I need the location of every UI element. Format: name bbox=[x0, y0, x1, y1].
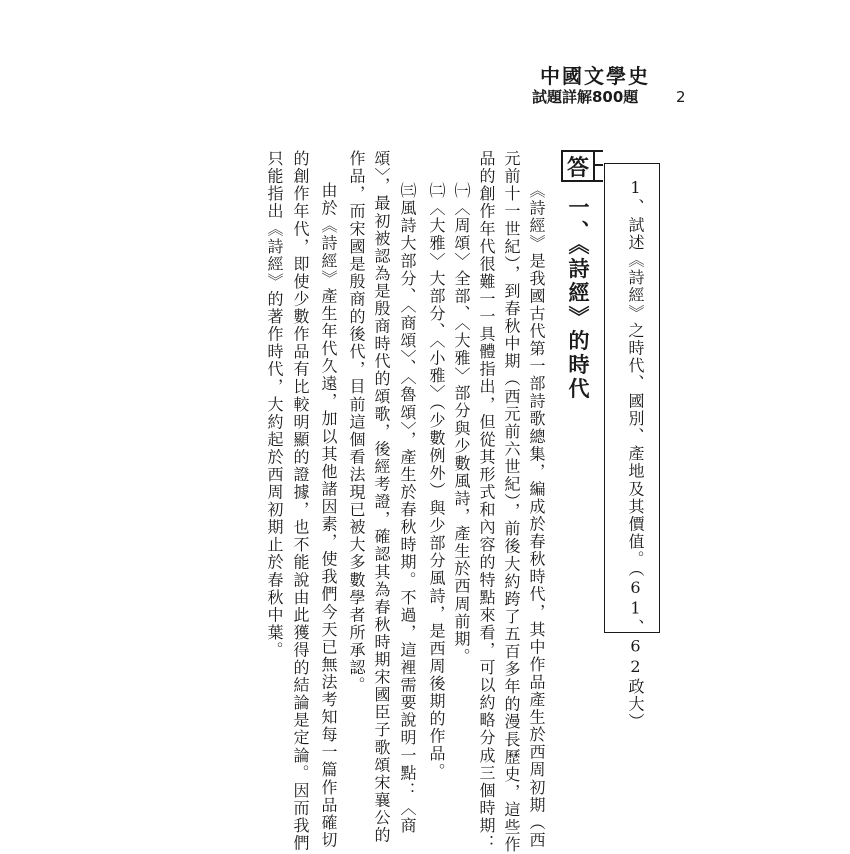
question-box bbox=[604, 163, 660, 731]
header-book-title: 試題詳解800題 bbox=[532, 88, 639, 106]
page-number: 2 bbox=[676, 88, 686, 106]
answer-badge: 答 bbox=[561, 150, 595, 182]
body-column: ㈢風詩大部分、〈商頌〉、〈魯頌〉，產生於春秋時期。不過，這裡需要說明一點：〈商 bbox=[398, 182, 417, 835]
body-column: 元前十一世紀），到春秋中期（西元前六世紀），前後大約跨了五百多年的漫長歷史，這些作 bbox=[502, 150, 521, 854]
body-column: 頌〉，最初被認為是殷商時代的頌歌，後經考證，確認其為春秋時期宋國臣子歌頌宋襄公的 bbox=[372, 150, 391, 844]
question-text: 1、試述《詩經》之時代、國別、產地及其價值。（61、62政大） bbox=[626, 178, 645, 731]
body-column: 品的創作年代很難一一具體指出，但從其形式和內容的特點來看，可以約略分成三個時期： bbox=[477, 150, 496, 852]
header-series-title: 中國文學史 bbox=[540, 64, 650, 88]
body-column: 由於《詩經》產生年代久遠，加以其他諸因素，使我們今天已無法考知每一篇作品確切 bbox=[319, 182, 338, 849]
body-column: ㈠〈周頌〉全部、〈大雅〉部分與少數風詩，產生於西周前期。 bbox=[452, 182, 471, 666]
section-title: 一、《詩經》的時代 bbox=[566, 196, 591, 402]
body-column: 的創作年代，即使少數作品有比較明顯的證據，也不能說由此獲得的結論是定論。因而我們 bbox=[291, 150, 310, 852]
body-column: 只能指出《詩經》的著作時代，大約起於西周初期止於春秋中葉。 bbox=[265, 150, 284, 659]
body-column: ㈡〈大雅〉大部分、〈小雅〉（少數例外）與少部分風詩，是西周後期的作品。 bbox=[427, 182, 446, 781]
answer-badge-lines bbox=[595, 150, 603, 182]
body-column: 《詩經》是我國古代第一部詩歌總集，編成於春秋時代，其中作品產生於西周初期（西 bbox=[527, 182, 546, 849]
body-column: 作品，而宋國是殷商的後代，目前這個看法現已被大多數學者所承認。 bbox=[347, 150, 366, 695]
